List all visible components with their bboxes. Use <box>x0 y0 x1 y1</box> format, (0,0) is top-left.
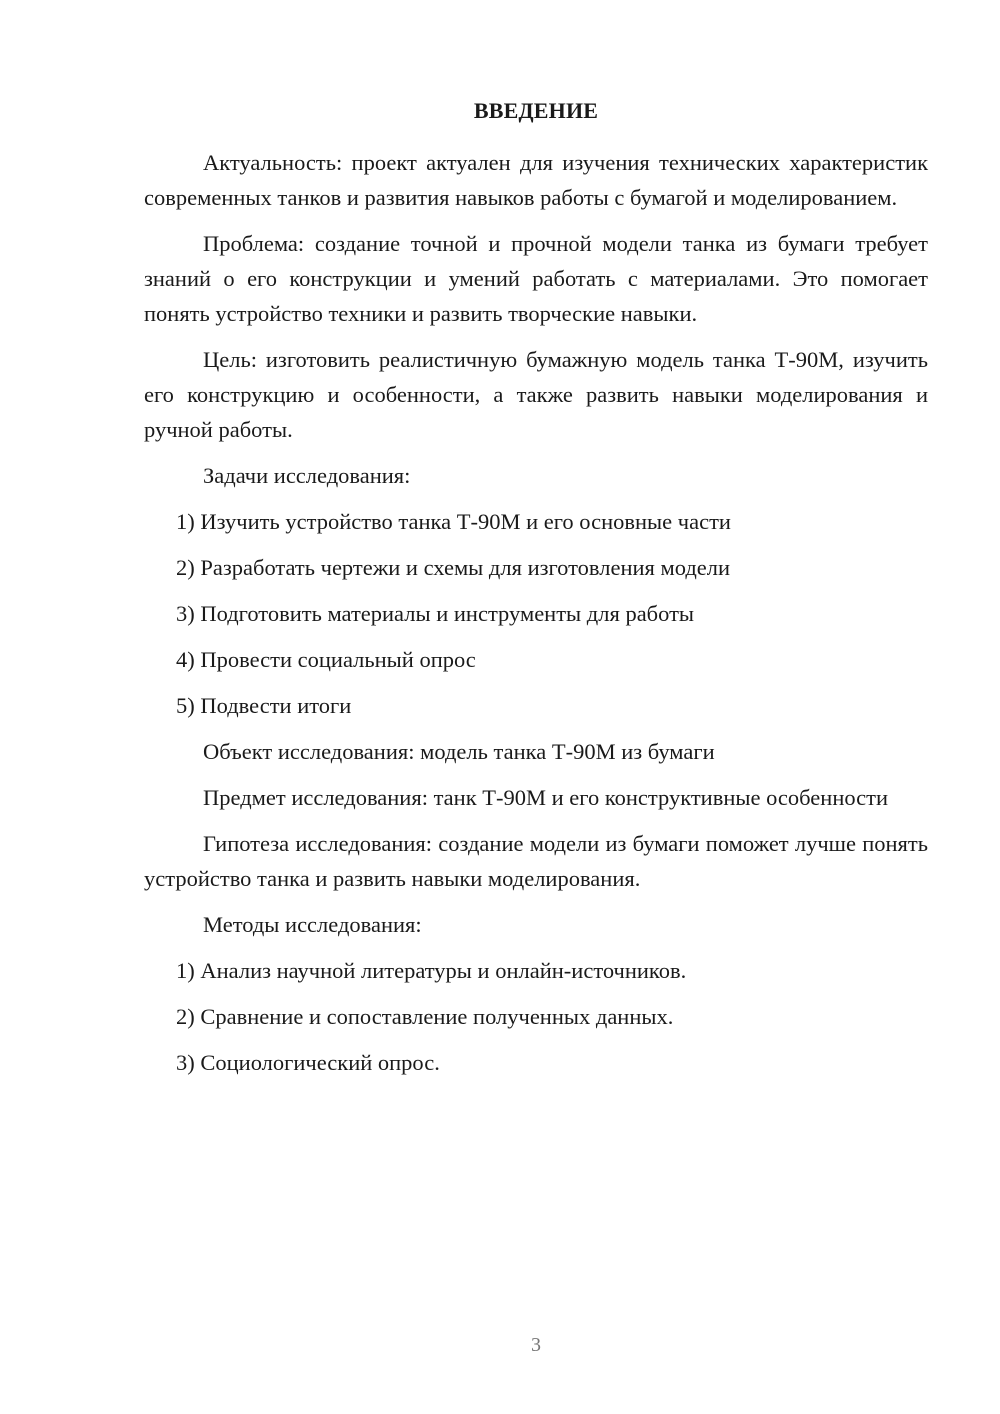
task-item: 1) Изучить устройство танка Т-90М и его основные части <box>176 509 731 534</box>
tasks-heading: Задачи исследования: <box>203 463 411 488</box>
task-item: 5) Подвести итоги <box>176 693 352 718</box>
method-item: 2) Сравнение и сопоставление полученных данных. <box>176 1004 674 1029</box>
paragraph-object: Объект исследования: модель танка Т-90М из бумаги <box>203 739 715 764</box>
task-item: 2) Разработать чертежи и схемы для изготовления модели <box>176 555 731 580</box>
paragraph-subject: Предмет исследования: танк Т-90М и его конструктивные особенности <box>203 785 889 810</box>
method-item: 3) Социологический опрос. <box>176 1050 440 1075</box>
methods-heading: Методы исследования: <box>203 912 422 937</box>
task-item: 3) Подготовить материалы и инструменты для работы <box>176 601 695 626</box>
paragraph-relevance: Актуальность: проект актуален для изучения технических характеристик современных танков и развития навыков работы с бумагой и моделированием. <box>144 150 928 210</box>
page-number: 3 <box>531 1334 541 1356</box>
paragraph-goal: Цель: изготовить реалистичную бумажную модель танка Т-90М, изучить его конструкцию и особенности, а также развить навыки моделирования и ручной работы. <box>144 347 928 442</box>
paragraph-hypothesis: Гипотеза исследования: создание модели из бумаги поможет лучше понять устройство танка и развить навыки моделирования. <box>144 831 928 891</box>
task-item: 4) Провести социальный опрос <box>176 647 476 672</box>
page-title: ВВЕДЕНИЕ <box>473 98 599 123</box>
document-body <box>144 145 928 1091</box>
paragraph-problem: Проблема: создание точной и прочной модели танка из бумаги требует знаний о его конструкции и умений работать с материалами. Это помогает понять устройство техники и развить творческие навыки. <box>144 231 928 326</box>
method-item: 1) Анализ научной литературы и онлайн-источников. <box>176 958 687 983</box>
